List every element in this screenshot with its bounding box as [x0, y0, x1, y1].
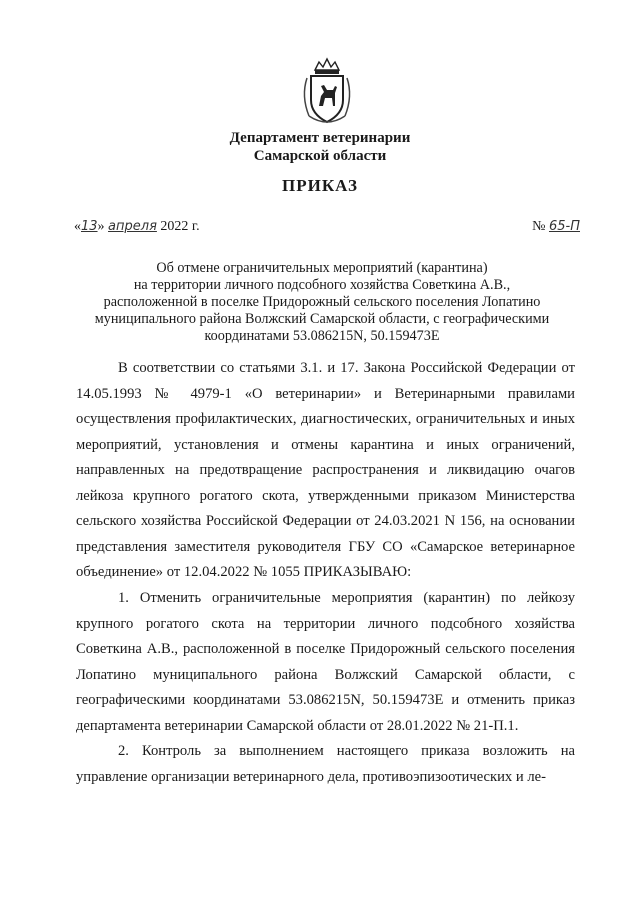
- subject-line: Об отмене ограничительных мероприятий (карантина): [156, 260, 488, 276]
- body-paragraph-1-container: [76, 356, 575, 586]
- body-paragraph-2-container: [76, 586, 575, 739]
- date-open-quote: «: [74, 219, 81, 234]
- samara-coat-of-arms-icon: [297, 56, 357, 128]
- subject-line: муниципального района Волжский Самарской области, с географическими: [94, 311, 550, 327]
- body-paragraph-3: 2. Контроль за выполнением настоящего приказа возложить на управление организации ветеринарного дела, противоэпизоотических и ле-: [76, 743, 575, 785]
- number-value: 65-П: [548, 219, 580, 234]
- subject-line: координатами 53.086215N, 50.159473E: [204, 328, 440, 344]
- order-subject: [80, 260, 564, 345]
- order-date: [74, 219, 200, 235]
- department-name-line2: Самарской области: [253, 148, 387, 164]
- date-month: апреля: [108, 219, 157, 234]
- date-day: 13: [81, 219, 98, 234]
- subject-line: расположенной в поселке Придорожный сельского поселения Лопатино: [103, 294, 541, 310]
- document-title: ПРИКАЗ: [282, 176, 358, 195]
- order-number: [532, 219, 580, 235]
- date-close-quote: »: [97, 219, 105, 234]
- subject-line: на территории личного подсобного хозяйства Советкина А.В.,: [133, 277, 511, 293]
- body-paragraph-2: 1. Отменить ограничительные мероприятия (карантин) по лейкозу крупного рогатого скота на территории личного подсобного хозяйства Советкина А.В., расположенной в поселке Придорожный сельского поселения Лопатино муниципального района Волжский Самарской области, с географическими координатами 53.086215N, 50.159473E и отменить приказ департамента ветеринарии Самарской области от 28.01.2022 № 21-П.1.: [76, 590, 575, 734]
- date-year: 2022 г.: [160, 219, 200, 234]
- body-paragraph-3-container: [76, 739, 575, 790]
- number-sign: №: [532, 219, 546, 234]
- body-paragraph-1: В соответствии со статьями 3.1. и 17. Закона Российской Федерации от 14.05.1993 № 4979-1 «О ветеринарии» и Ветеринарными правилами осуществления профилактических, диагностических, ограничительных и иных мероприятий, установления и отмены карантина и иных ограничений, направленных на предотвращение распространения и ликвидацию очагов лейкоза крупного рогатого скота, утвержденными приказом Министерства сельского хозяйства Российской Федерации от 24.03.2021 N 156, на основании представления заместителя руководителя ГБУ СО «Самарское ветеринарное объединение» от 12.04.2022 № 1055 ПРИКАЗЫВАЮ:: [76, 360, 575, 580]
- department-name-line1: Департамент ветеринарии: [229, 130, 411, 146]
